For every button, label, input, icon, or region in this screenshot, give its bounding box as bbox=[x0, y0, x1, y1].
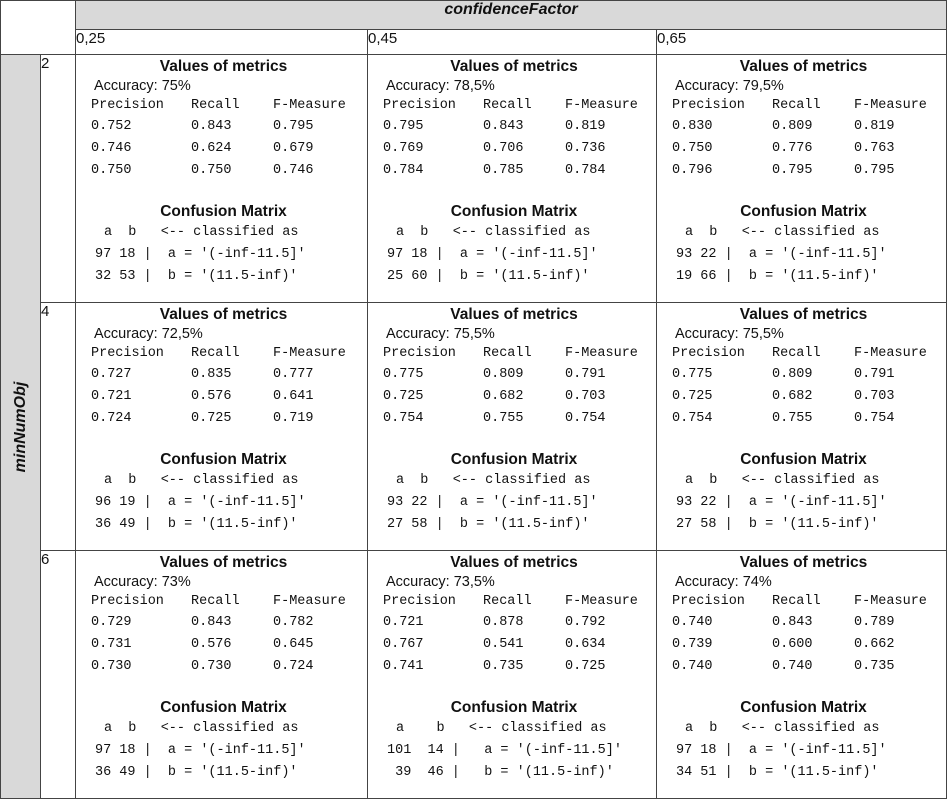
metric-value: 0.796 bbox=[672, 163, 713, 178]
accuracy-label: Accuracy: bbox=[675, 78, 743, 94]
metric-row bbox=[91, 364, 359, 386]
accuracy-label: Accuracy: bbox=[675, 574, 743, 590]
metric-row bbox=[383, 160, 651, 182]
metric-value: 0.750 bbox=[672, 141, 713, 156]
metric-row bbox=[383, 612, 651, 634]
confusion-row: 39 46 | b = '(11.5-inf)' bbox=[387, 765, 614, 780]
confusion-row: 19 66 | b = '(11.5-inf)' bbox=[676, 269, 879, 284]
metric-value: 0.624 bbox=[191, 141, 232, 156]
accuracy-value: 74% bbox=[742, 574, 772, 590]
values-of-metrics-title: Values of metrics bbox=[739, 306, 868, 323]
metric-value: 0.721 bbox=[91, 389, 132, 404]
metric-row bbox=[91, 138, 359, 160]
result-cell bbox=[657, 551, 947, 799]
metric-row bbox=[91, 408, 359, 430]
metric-row bbox=[91, 386, 359, 408]
metrics-table bbox=[383, 344, 651, 430]
accuracy-line bbox=[667, 325, 940, 344]
metric-value: 0.741 bbox=[383, 659, 424, 674]
metric-value: 0.682 bbox=[772, 389, 813, 404]
result-cell bbox=[76, 55, 368, 303]
metric-row bbox=[672, 634, 940, 656]
confusion-row: 36 49 | b = '(11.5-inf)' bbox=[95, 765, 298, 780]
values-of-metrics-title: Values of metrics bbox=[450, 306, 578, 323]
confusion-row: 27 58 | b = '(11.5-inf)' bbox=[387, 517, 590, 532]
confusion-row: 93 22 | a = '(-inf-11.5]' bbox=[676, 495, 887, 510]
metric-row bbox=[672, 408, 940, 430]
metric-value: 0.725 bbox=[565, 659, 606, 674]
metric-header: F-Measure bbox=[565, 98, 638, 113]
metric-value: 0.785 bbox=[483, 163, 524, 178]
confusion-matrix-title: Confusion Matrix bbox=[160, 451, 287, 468]
accuracy-value: 75,5% bbox=[453, 326, 495, 342]
confusion-header: a b <-- classified as bbox=[396, 473, 591, 488]
metric-row bbox=[91, 116, 359, 138]
metric-value: 0.809 bbox=[772, 119, 813, 134]
metric-value: 0.775 bbox=[383, 367, 424, 382]
confusion-row: 27 58 | b = '(11.5-inf)' bbox=[676, 517, 879, 532]
accuracy-label: Accuracy: bbox=[675, 326, 743, 342]
confidence-factor-value: 0,65 bbox=[657, 30, 947, 55]
metric-value: 0.750 bbox=[91, 163, 132, 178]
metric-header: F-Measure bbox=[854, 594, 927, 609]
metric-header: Recall bbox=[772, 594, 821, 609]
metric-value: 0.754 bbox=[672, 411, 713, 426]
result-cell bbox=[657, 55, 947, 303]
confidence-factor-header: confidenceFactor bbox=[76, 1, 947, 30]
metric-row bbox=[91, 634, 359, 656]
confusion-row: 101 14 | a = '(-inf-11.5]' bbox=[387, 743, 622, 758]
confusion-matrix-title: Confusion Matrix bbox=[740, 699, 867, 716]
metric-value: 0.843 bbox=[191, 119, 232, 134]
metric-header: Recall bbox=[483, 98, 532, 113]
metric-value: 0.809 bbox=[772, 367, 813, 382]
confusion-row: 32 53 | b = '(11.5-inf)' bbox=[95, 269, 298, 284]
metric-value: 0.754 bbox=[854, 411, 895, 426]
accuracy-value: 75,5% bbox=[742, 326, 784, 342]
accuracy-line bbox=[86, 573, 361, 592]
accuracy-line bbox=[378, 325, 650, 344]
values-of-metrics-title: Values of metrics bbox=[450, 58, 578, 75]
min-num-obj-value: 4 bbox=[41, 303, 76, 551]
metric-value: 0.835 bbox=[191, 367, 232, 382]
metric-row bbox=[383, 386, 651, 408]
confusion-header: a b <-- classified as bbox=[104, 721, 299, 736]
metric-row bbox=[91, 656, 359, 678]
confusion-matrix-title: Confusion Matrix bbox=[450, 699, 578, 716]
metric-row bbox=[672, 386, 940, 408]
metric-value: 0.769 bbox=[383, 141, 424, 156]
metric-header: F-Measure bbox=[854, 346, 927, 361]
metric-value: 0.784 bbox=[383, 163, 424, 178]
metric-value: 0.576 bbox=[191, 389, 232, 404]
metrics-table bbox=[91, 344, 359, 430]
metric-value: 0.752 bbox=[91, 119, 132, 134]
values-of-metrics-title: Values of metrics bbox=[450, 554, 578, 571]
metric-value: 0.729 bbox=[91, 615, 132, 630]
metric-header: Recall bbox=[191, 346, 240, 361]
accuracy-label: Accuracy: bbox=[94, 326, 162, 342]
metric-row bbox=[672, 160, 940, 182]
metric-row bbox=[383, 634, 651, 656]
metric-value: 0.740 bbox=[772, 659, 813, 674]
metric-header: Precision bbox=[91, 594, 164, 609]
metric-value: 0.730 bbox=[191, 659, 232, 674]
accuracy-label: Accuracy: bbox=[94, 574, 162, 590]
metric-value: 0.843 bbox=[483, 119, 524, 134]
metric-row bbox=[672, 138, 940, 160]
metric-header: Recall bbox=[772, 98, 821, 113]
metric-row bbox=[383, 116, 651, 138]
confusion-header: a b <-- classified as bbox=[396, 721, 607, 736]
result-cell bbox=[76, 303, 368, 551]
metric-header: Precision bbox=[383, 594, 456, 609]
accuracy-label: Accuracy: bbox=[386, 574, 454, 590]
metric-value: 0.703 bbox=[565, 389, 606, 404]
metric-value: 0.791 bbox=[565, 367, 606, 382]
metric-value: 0.541 bbox=[483, 637, 524, 652]
confusion-row: 34 51 | b = '(11.5-inf)' bbox=[676, 765, 879, 780]
metrics-table bbox=[383, 592, 651, 678]
confusion-row: 36 49 | b = '(11.5-inf)' bbox=[95, 517, 298, 532]
metric-header: Precision bbox=[383, 346, 456, 361]
metric-value: 0.735 bbox=[483, 659, 524, 674]
metric-value: 0.878 bbox=[483, 615, 524, 630]
min-num-obj-label: minNumObj bbox=[11, 381, 29, 472]
metric-value: 0.725 bbox=[191, 411, 232, 426]
accuracy-value: 72,5% bbox=[161, 326, 203, 342]
metric-row bbox=[91, 160, 359, 182]
metric-header: Recall bbox=[191, 594, 240, 609]
metric-value: 0.843 bbox=[191, 615, 232, 630]
metric-value: 0.791 bbox=[854, 367, 895, 382]
confusion-matrix-title: Confusion Matrix bbox=[450, 203, 578, 220]
metrics-table bbox=[672, 344, 940, 430]
result-cell bbox=[368, 55, 657, 303]
metric-value: 0.754 bbox=[383, 411, 424, 426]
metrics-table bbox=[91, 592, 359, 678]
metric-value: 0.739 bbox=[672, 637, 713, 652]
metric-value: 0.830 bbox=[672, 119, 713, 134]
metric-value: 0.682 bbox=[483, 389, 524, 404]
confusion-header: a b <-- classified as bbox=[396, 225, 591, 240]
metrics-table bbox=[91, 96, 359, 182]
accuracy-label: Accuracy: bbox=[386, 326, 454, 342]
metric-header: Recall bbox=[772, 346, 821, 361]
metric-value: 0.706 bbox=[483, 141, 524, 156]
metric-header: F-Measure bbox=[565, 594, 638, 609]
metric-value: 0.784 bbox=[565, 163, 606, 178]
metric-value: 0.763 bbox=[854, 141, 895, 156]
confusion-row: 93 22 | a = '(-inf-11.5]' bbox=[676, 247, 887, 262]
metric-value: 0.819 bbox=[565, 119, 606, 134]
metric-row bbox=[383, 138, 651, 160]
metric-header: Precision bbox=[383, 98, 456, 113]
values-of-metrics-title: Values of metrics bbox=[739, 554, 868, 571]
metric-value: 0.792 bbox=[565, 615, 606, 630]
metric-value: 0.641 bbox=[273, 389, 314, 404]
metric-header: F-Measure bbox=[273, 594, 346, 609]
confusion-row: 93 22 | a = '(-inf-11.5]' bbox=[387, 495, 598, 510]
confidence-factor-value: 0,25 bbox=[76, 30, 368, 55]
confusion-matrix-title: Confusion Matrix bbox=[450, 451, 578, 468]
metric-value: 0.782 bbox=[273, 615, 314, 630]
confusion-row: 96 19 | a = '(-inf-11.5]' bbox=[95, 495, 306, 510]
metric-value: 0.730 bbox=[91, 659, 132, 674]
result-cell bbox=[368, 303, 657, 551]
metric-header: Recall bbox=[483, 594, 532, 609]
metric-value: 0.719 bbox=[273, 411, 314, 426]
metric-header: F-Measure bbox=[854, 98, 927, 113]
accuracy-label: Accuracy: bbox=[386, 78, 454, 94]
metric-header: Precision bbox=[91, 98, 164, 113]
metric-header: Recall bbox=[191, 98, 240, 113]
accuracy-line bbox=[378, 573, 650, 592]
metric-value: 0.750 bbox=[191, 163, 232, 178]
min-num-obj-value: 2 bbox=[41, 55, 76, 303]
accuracy-line bbox=[86, 77, 361, 96]
confusion-matrix-title: Confusion Matrix bbox=[740, 451, 867, 468]
confusion-header: a b <-- classified as bbox=[685, 721, 880, 736]
metric-value: 0.740 bbox=[672, 659, 713, 674]
metrics-table bbox=[672, 96, 940, 182]
metric-header: Precision bbox=[672, 98, 745, 113]
confidence-factor-value: 0,45 bbox=[368, 30, 657, 55]
metric-header: F-Measure bbox=[273, 346, 346, 361]
metric-value: 0.789 bbox=[854, 615, 895, 630]
metric-value: 0.795 bbox=[854, 163, 895, 178]
accuracy-value: 78,5% bbox=[453, 78, 495, 94]
metric-value: 0.819 bbox=[854, 119, 895, 134]
confusion-header: a b <-- classified as bbox=[104, 225, 299, 240]
metric-value: 0.755 bbox=[772, 411, 813, 426]
metric-value: 0.721 bbox=[383, 615, 424, 630]
corner-cell bbox=[1, 1, 76, 55]
metric-value: 0.776 bbox=[772, 141, 813, 156]
result-cell bbox=[657, 303, 947, 551]
confusion-matrix-title: Confusion Matrix bbox=[160, 699, 287, 716]
metric-value: 0.843 bbox=[772, 615, 813, 630]
min-num-obj-value: 6 bbox=[41, 551, 76, 799]
metric-value: 0.746 bbox=[91, 141, 132, 156]
metric-row bbox=[383, 408, 651, 430]
metric-row bbox=[672, 116, 940, 138]
min-num-obj-header bbox=[1, 55, 41, 799]
metric-value: 0.746 bbox=[273, 163, 314, 178]
metric-value: 0.735 bbox=[854, 659, 895, 674]
metric-header: Precision bbox=[672, 346, 745, 361]
confusion-row: 97 18 | a = '(-inf-11.5]' bbox=[676, 743, 887, 758]
metric-header: Precision bbox=[91, 346, 164, 361]
metric-value: 0.755 bbox=[483, 411, 524, 426]
metric-value: 0.795 bbox=[383, 119, 424, 134]
result-cell bbox=[76, 551, 368, 799]
metric-value: 0.679 bbox=[273, 141, 314, 156]
metric-row bbox=[383, 656, 651, 678]
metric-value: 0.795 bbox=[273, 119, 314, 134]
metric-value: 0.725 bbox=[672, 389, 713, 404]
metrics-table bbox=[383, 96, 651, 182]
confusion-header: a b <-- classified as bbox=[685, 225, 880, 240]
metric-header: Precision bbox=[672, 594, 745, 609]
metric-row bbox=[672, 364, 940, 386]
metric-value: 0.767 bbox=[383, 637, 424, 652]
accuracy-line bbox=[667, 77, 940, 96]
values-of-metrics-title: Values of metrics bbox=[159, 58, 288, 75]
confusion-row: 97 18 | a = '(-inf-11.5]' bbox=[387, 247, 598, 262]
metric-value: 0.645 bbox=[273, 637, 314, 652]
metric-value: 0.724 bbox=[273, 659, 314, 674]
metric-value: 0.740 bbox=[672, 615, 713, 630]
confusion-header: a b <-- classified as bbox=[685, 473, 880, 488]
metric-row bbox=[383, 364, 651, 386]
accuracy-line bbox=[667, 573, 940, 592]
values-of-metrics-title: Values of metrics bbox=[159, 306, 288, 323]
metric-value: 0.725 bbox=[383, 389, 424, 404]
metric-value: 0.777 bbox=[273, 367, 314, 382]
accuracy-value: 79,5% bbox=[742, 78, 784, 94]
values-of-metrics-title: Values of metrics bbox=[159, 554, 288, 571]
metric-value: 0.731 bbox=[91, 637, 132, 652]
result-cell bbox=[368, 551, 657, 799]
metric-row bbox=[672, 656, 940, 678]
confusion-matrix-title: Confusion Matrix bbox=[160, 203, 287, 220]
accuracy-line bbox=[378, 77, 650, 96]
metric-value: 0.576 bbox=[191, 637, 232, 652]
accuracy-label: Accuracy: bbox=[94, 78, 162, 94]
accuracy-value: 73% bbox=[161, 574, 191, 590]
accuracy-value: 75% bbox=[161, 78, 191, 94]
metric-value: 0.662 bbox=[854, 637, 895, 652]
metric-value: 0.775 bbox=[672, 367, 713, 382]
metric-row bbox=[91, 612, 359, 634]
metric-value: 0.736 bbox=[565, 141, 606, 156]
metric-header: F-Measure bbox=[565, 346, 638, 361]
confusion-header: a b <-- classified as bbox=[104, 473, 299, 488]
values-of-metrics-title: Values of metrics bbox=[739, 58, 868, 75]
metric-value: 0.809 bbox=[483, 367, 524, 382]
confusion-matrix-title: Confusion Matrix bbox=[740, 203, 867, 220]
metric-value: 0.754 bbox=[565, 411, 606, 426]
accuracy-line bbox=[86, 325, 361, 344]
confusion-row: 97 18 | a = '(-inf-11.5]' bbox=[95, 247, 306, 262]
metric-value: 0.703 bbox=[854, 389, 895, 404]
metric-header: Recall bbox=[483, 346, 532, 361]
metric-value: 0.795 bbox=[772, 163, 813, 178]
metric-row bbox=[672, 612, 940, 634]
metric-header: F-Measure bbox=[273, 98, 346, 113]
metrics-table bbox=[672, 592, 940, 678]
metric-value: 0.724 bbox=[91, 411, 132, 426]
confusion-row: 97 18 | a = '(-inf-11.5]' bbox=[95, 743, 306, 758]
metric-value: 0.634 bbox=[565, 637, 606, 652]
confusion-row: 25 60 | b = '(11.5-inf)' bbox=[387, 269, 590, 284]
accuracy-value: 73,5% bbox=[453, 574, 495, 590]
metric-value: 0.727 bbox=[91, 367, 132, 382]
metric-value: 0.600 bbox=[772, 637, 813, 652]
